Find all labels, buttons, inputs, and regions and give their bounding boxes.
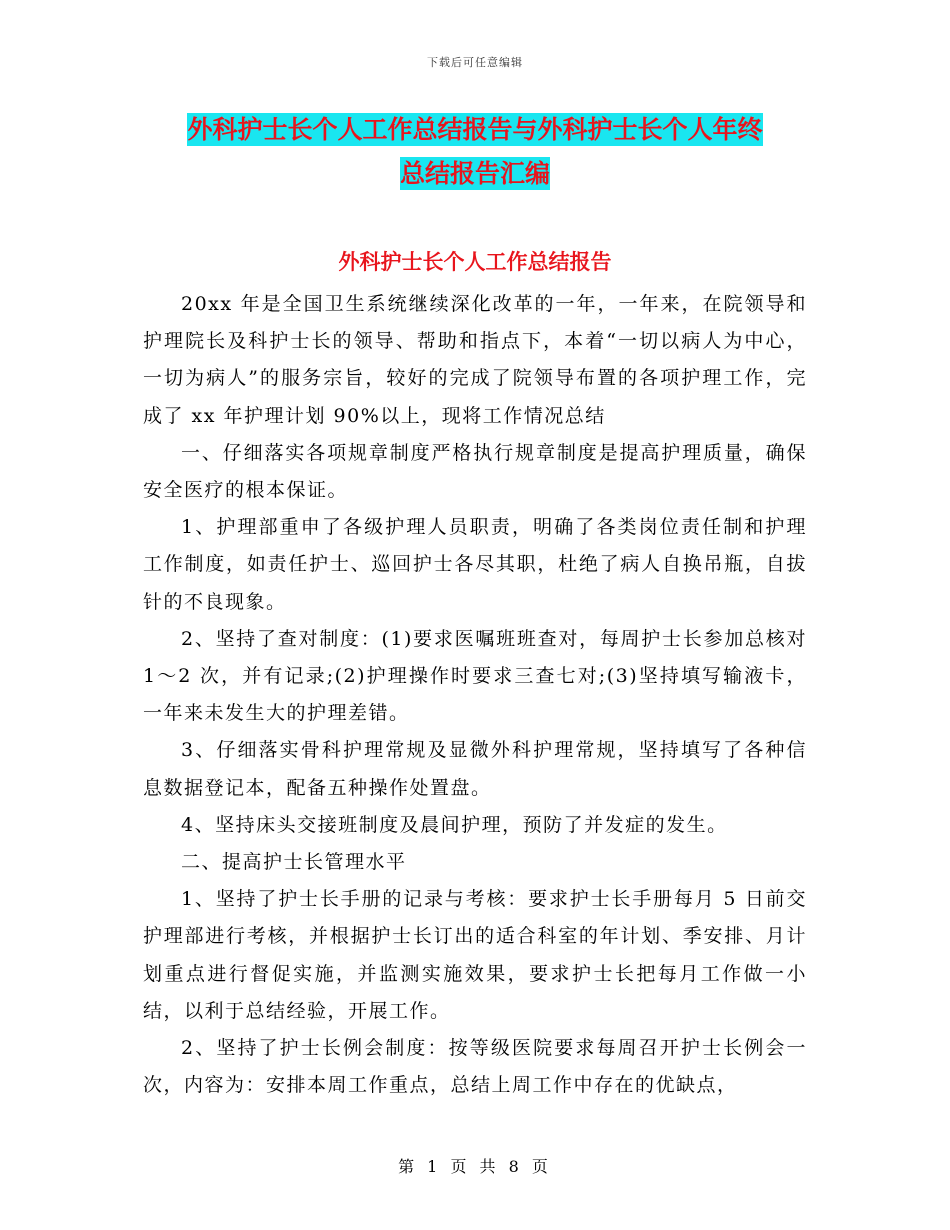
document-title	[0, 108, 950, 196]
page-number: 第 1 页 共 8 页	[398, 1157, 552, 1176]
paragraph: 1、坚持了护士长手册的记录与考核：要求护士长手册每月 5 日前交护理部进行考核，并根据护士长订出的适合科室的年计划、季安排、月计划重点进行督促实施，并监测实施效果，要求护士长把每月工作做一小结，以利于总结经验，开展工作。	[143, 888, 807, 1022]
paragraph: 20xx 年是全国卫生系统继续深化改革的一年，一年来，在院领导和护理院长及科护士长的领导、帮助和指点下，本着“一切以病人为中心，一切为病人”的服务宗旨，较好的完成了院领导布置的各项护理工作，完成了 xx 年护理计划 90%以上，现将工作情况总结	[143, 293, 807, 427]
paragraph: 4、坚持床头交接班制度及晨间护理，预防了并发症的发生。	[181, 813, 728, 836]
document-title-line-2: 总结报告汇编	[399, 159, 550, 188]
page-header-note: 下载后可任意编辑	[427, 56, 523, 69]
document-title-line-1: 外科护士长个人工作总结报告与外科护士长个人年终	[187, 115, 763, 144]
section-title: 外科护士长个人工作总结报告	[338, 249, 612, 274]
paragraph: 1、护理部重申了各级护理人员职责，明确了各类岗位责任制和护理工作制度，如责任护士、巡回护士各尽其职，杜绝了病人自换吊瓶，自拔针的不良现象。	[143, 516, 807, 613]
paragraph: 2、坚持了查对制度：(1)要求医嘱班班查对，每周护士长参加总核对 1～2 次，并有记录;(2)护理操作时要求三查七对;(3)坚持填写输液卡，一年来未发生大的护理差错。	[143, 627, 807, 725]
paragraph: 二、提高护士长管理水平	[181, 851, 407, 874]
paragraph: 3、仔细落实骨科护理常规及显微外科护理常规，坚持填写了各种信息数据登记本，配备五种操作处置盘。	[143, 739, 807, 799]
document-body	[143, 286, 807, 1104]
paragraph: 一、仔细落实各项规章制度严格执行规章制度是提高护理质量，确保安全医疗的根本保证。	[143, 441, 807, 502]
paragraph: 2、坚持了护士长例会制度：按等级医院要求每周召开护士长例会一次，内容为：安排本周工作重点，总结上周工作中存在的优缺点，	[143, 1037, 807, 1097]
